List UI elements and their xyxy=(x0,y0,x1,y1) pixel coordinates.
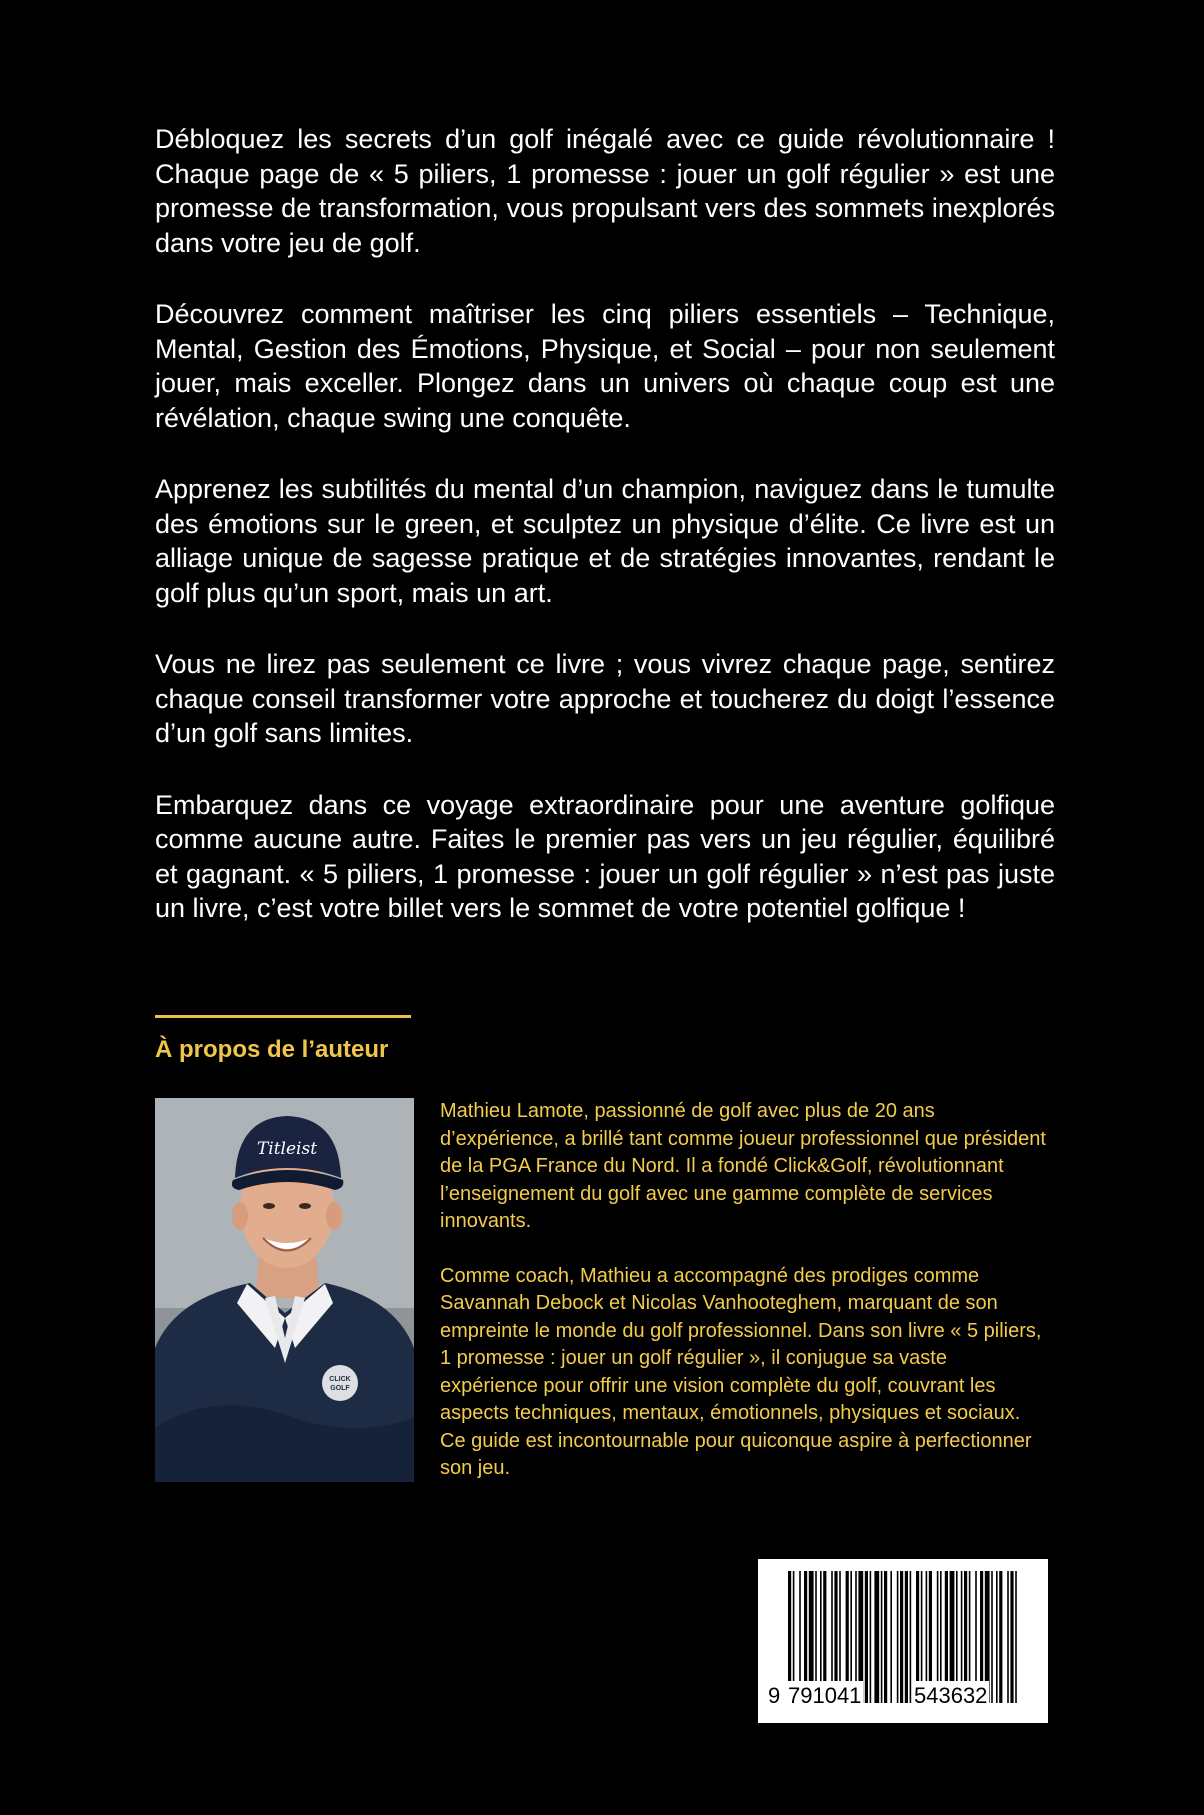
bio-paragraph-1: Mathieu Lamote, passionné de golf avec plus de 20 ans d’expérience, a brillé tant comme joueur professionnel que président de la PGA France du Nord. Il a fondé Click&Golf, révolutionnant l’enseignement du golf avec une gamme complète de services innovants. xyxy=(440,1100,1046,1232)
svg-text:GOLF: GOLF xyxy=(330,1385,350,1392)
blurb-paragraph-3: Apprenez les subtilités du mental d’un champion, naviguez dans le tumulte des émotions sur le green, et sculptez un physique d’élite. Ce livre est un alliage unique de sagesse pratique et de stratégies innovantes, rendant le golf plus qu’un sport, mais un art. xyxy=(155,474,1055,608)
blurb-paragraph-1: Débloquez les secrets d’un golf inégalé avec ce guide révolutionnaire ! Chaque page de « 5 piliers, 1 promesse : jouer un golf régulier » est une promesse de transformation, vous propulsant vers des sommets inexplorés dans votre jeu de golf. xyxy=(155,124,1055,258)
barcode-first-digit: 9 xyxy=(766,1681,782,1711)
blurb-paragraph-5: Embarquez dans ce voyage extraordinaire pour une aventure golfique comme aucune autre. Faites le premier pas vers un jeu régulier, équilibré et gagnant. « 5 piliers, 1 promesse : jouer un golf régulier » n’est pas juste un livre, c’est votre billet vers le sommet de votre potentiel golfique ! xyxy=(155,789,1055,923)
author-photo xyxy=(155,1098,414,1482)
isbn-barcode xyxy=(758,1559,1048,1723)
svg-text:CLICK: CLICK xyxy=(329,1376,351,1383)
back-cover-blurb xyxy=(155,122,1055,963)
author-bio xyxy=(440,1098,1048,1510)
barcode-left-group: 791041 xyxy=(786,1681,863,1711)
bio-paragraph-2: Comme coach, Mathieu a accompagné des prodiges comme Savannah Debock et Nicolas Vanhooteghem, marquant de son empreinte le monde du golf professionnel. Dans son livre « 5 piliers, 1 promesse : jouer un golf régulier », il conjugue sa vaste expérience pour offrir une vision complète du golf, couvrant les aspects techniques, mentaux, émotionnels, physiques et sociaux. Ce guide est incontournable pour quiconque aspire à perfectionner son jeu. xyxy=(440,1264,1042,1479)
svg-text:Titleist: Titleist xyxy=(256,1139,318,1159)
blurb-paragraph-4: Vous ne lirez pas seulement ce livre ; vous vivrez chaque page, sentirez chaque conseil transformer votre approche et toucherez du doigt l’essence d’un golf sans limites. xyxy=(155,649,1055,748)
about-divider xyxy=(155,1015,411,1018)
barcode-number xyxy=(766,1681,1040,1711)
about-author-heading: À propos de l’auteur xyxy=(155,1036,389,1063)
barcode-right-group: 543632 xyxy=(912,1681,989,1711)
blurb-paragraph-2: Découvrez comment maîtriser les cinq piliers essentiels – Technique, Mental, Gestion des Émotions, Physique, et Social – pour non seulement jouer, mais exceller. Plongez dans un univers où chaque coup est une révélation, chaque swing une conquête. xyxy=(155,299,1055,433)
